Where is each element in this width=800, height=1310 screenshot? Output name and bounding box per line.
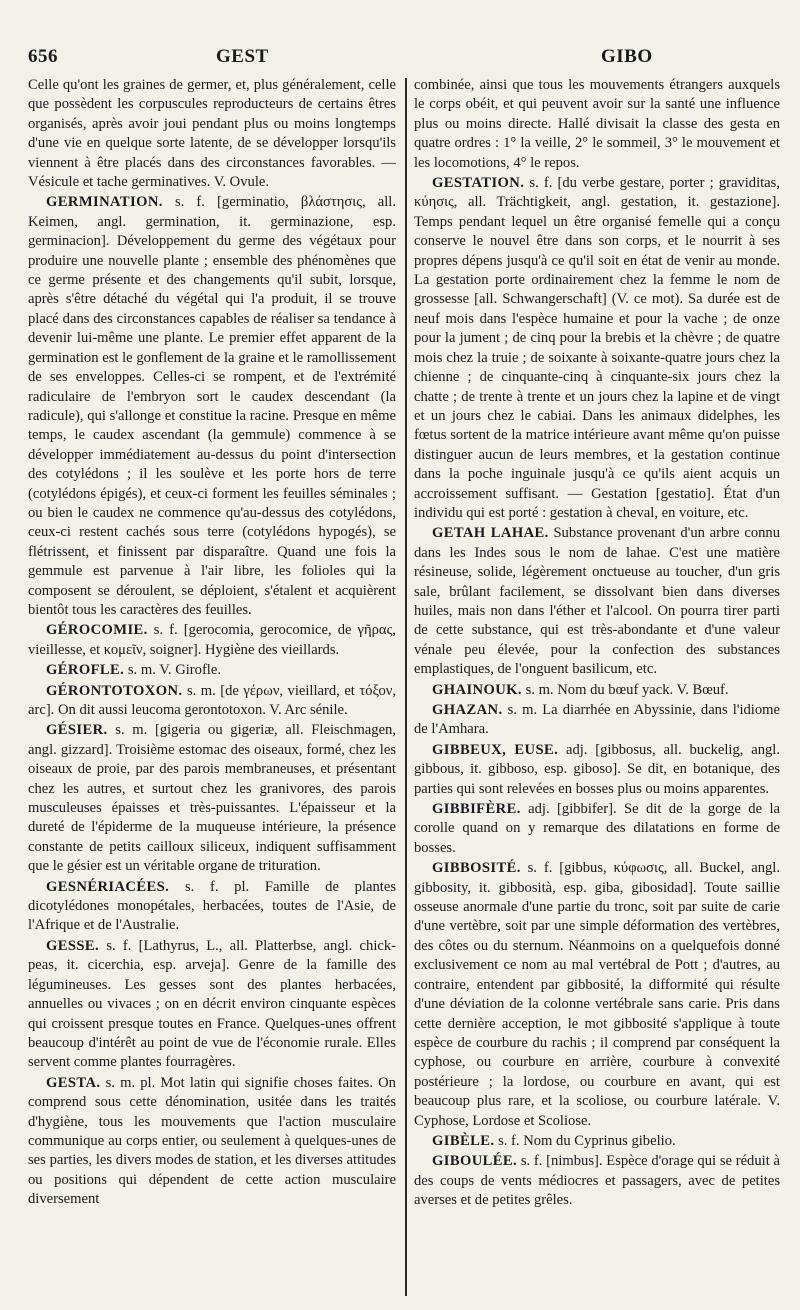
page-number: 656 bbox=[28, 46, 58, 67]
entry-text: s. m. [de γέρων, vieillard, et τόξον, arc]. On dit aussi leucoma gerontotoxon. V. Arc sénile. bbox=[28, 682, 396, 718]
entry-text: s. f. [germinatio, βλάστησις, all. Keimen, angl. germination, it. germinazione, esp. germinacion]. Développement du germe des végétaux pour produire une nouvelle plante ; ensemble des phénomènes que ce germe présente et des changements qu'il subit, lorsque, après s'être détaché du végétal qui l'a produit, il se trouve placé dans des circonstances capables de réaliser sa tendance à devenir lui-même une plante. Le premier effet apparent de la germination est le gonflement de la graine et le ramollissement de ses enveloppes. Celles-ci se rompent, et de l'extrémité radiculaire de l'embryon sort le caudex descendant (la radicule), qui s'allonge et constitue la racine. Presque en même temps, le caudex ascendant (la gemmule) commence à se développer immédiatement au-dessus du point d'intersection des cotylédons ; il les soulève et les porte hors de terre (cotylédons épigés), et ceux-ci forment les feuilles séminales ; ou bien le caudex ne commence qu'au-dessus des cotylédons, ceux-ci restent cachés sous terre (cotylédons hypogés), se flétrissent, et finissent par disparaître. Quand une fois la gemmule est parvenue à l'air libre, les folioles qui la composent se déroulent, se déploient, s'étalent et acquièrent bientôt tous les caractères des feuilles. bbox=[28, 194, 396, 618]
entry-text: s. m. La diarrhée en Abyssinie, dans l'idiome de l'Amhara. bbox=[414, 702, 780, 738]
entry-headword: GÉROCOMIE. bbox=[46, 622, 148, 639]
column-divider bbox=[405, 78, 407, 1296]
entry-gesneriacees bbox=[28, 878, 396, 936]
entry-text: s. f. [gibbus, κύφωσις, all. Buckel, angl. gibbosity, it. gibbosità, esp. giba, gibosidad]. Toute saillie osseuse anormale d'une partie du tronc, soit par suite de carie d'une vertèbre, soit par une simple déformation des vertèbres, des côtes ou du sternum. Néanmoins on a quelquefois donné exclusivement ce nom au mal vertébral de Pott ; d'autres, au contraire, entendent par gibbosité, la difformité qui résulte d'une déviation de la colonne vertébrale sans carie. Pris dans cette dernière acception, le mot gibbosité s'applique à toute espèce de courbure du rachis ; il comprend par conséquent la cyphose, ou courbure en arrière, courbure à convexité postérieure ; la lordose, ou courbure en avant, qui est beaucoup plus rare, et la scoliose, ou courbure latérale. V. Cyphose, Lordose et Scoliose. bbox=[414, 860, 780, 1129]
entry-gibbosite bbox=[414, 859, 780, 1131]
entry-text: Celle qu'ont les graines de germer, et, plus généralement, celle que possèdent les corpuscules reproducteurs de certains êtres organisés, après avoir joui pendant plus ou moins longtemps d'une vie en quelque sorte latente, de se développer lorsqu'ils viennent à être placés dans des circonstances favorables. — Vésicule et tache germinatives. V. Ovule. bbox=[28, 77, 396, 191]
entry-headword: GETAH LAHAE. bbox=[432, 525, 549, 542]
entry-continuation bbox=[414, 76, 780, 173]
entry-headword: GIBÈLE. bbox=[432, 1132, 495, 1149]
entry-text: s. f. Nom du Cyprinus gibelio. bbox=[498, 1132, 676, 1149]
right-running-head: GIBO bbox=[601, 46, 653, 67]
entry-text: s. f. [gerocomia, gerocomice, de γῆρας, vieillesse, et κομεῖν, soigner]. Hygiène des vieillards. bbox=[28, 622, 396, 658]
entry-text: s. f. [nimbus]. Espèce d'orage qui se réduit à des coups de vents médiocres et passagers, avec de petites averses et de petites grêles. bbox=[414, 1153, 780, 1209]
entry-headword: GÉRONTOTOXON. bbox=[46, 682, 183, 699]
entry-text: adj. [gibbosus, all. buckelig, angl. gibbous, it. gibboso, esp. giboso]. Se dit, en botanique, des parties qui sont relevées en bosses plus ou moins apparentes. bbox=[414, 741, 780, 797]
entry-headword: GIBBEUX, EUSE. bbox=[432, 741, 559, 758]
entry-gerontotoxon bbox=[28, 682, 396, 721]
entry-text: combinée, ainsi que tous les mouvements étrangers auxquels le corps obéit, et qui peuvent avoir sur la santé une influence plus ou moins directe. Hallé divisait la classe des gesta en quatre ordres : 1° la veille, 2° le sommeil, 3° le mouvement et les locomotions, 4° le repos. bbox=[414, 77, 780, 171]
entry-text: s. f. [du verbe gestare, porter ; graviditas, κύησις, all. Trächtigkeit, angl. gestation, it. gestazione]. Temps pendant lequel un être organisé femelle qui a conçu conserve le nouvel être dans son corps, et le nourrit à ses propres dépens jusqu'à ce qu'il soit en état de venir au monde. La gestation porte ordinairement chez la femme le nom de grossesse [all. Schwangerschaft] (V. ce mot). Sa durée est de neuf mois dans l'espèce humaine et pour la vache ; de onze pour la jument ; de cinq pour la brebis et la chèvre ; de quatre mois chez la truie ; de soixante à soixante-quatre jours chez la chienne ; de cinquante-cinq à cinquante-six jours chez la chatte ; de trente à trente et un jours chez la lapine et de vingt et un jours chez le cabiai. Dans les animaux didelphes, les fœtus sortent de la matrice intérieure avant même qu'on puisse distinguer aucun de leurs membres, et la gestation continue dans la poche inguinale jusqu'à ce qu'ils aient acquis un accroissement suffisant. — Gestation [gestatio]. État d'un individu qui est porté : gestation à cheval, en voiture, etc. bbox=[414, 175, 780, 521]
entry-headword: GIBBOSITÉ. bbox=[432, 860, 521, 877]
entry-ghainouk bbox=[414, 681, 780, 700]
entry-headword: GERMINATION. bbox=[46, 194, 163, 211]
entry-gibbifere bbox=[414, 800, 780, 858]
entry-gesse bbox=[28, 937, 396, 1073]
entry-headword: GESNÉRIACÉES. bbox=[46, 878, 170, 895]
entry-text: s. m. Nom du bœuf yack. V. Bœuf. bbox=[525, 681, 729, 698]
entry-headword: GIBOULÉE. bbox=[432, 1153, 518, 1170]
entry-gerofle bbox=[28, 661, 396, 680]
entry-headword: GÉSIER. bbox=[46, 722, 108, 739]
entry-headword: GESTATION. bbox=[432, 175, 525, 192]
entry-gestation bbox=[414, 174, 780, 523]
page-header bbox=[28, 46, 778, 76]
entry-headword: GHAZAN. bbox=[432, 702, 503, 718]
entry-text: s. f. [Lathyrus, L., all. Platterbse, angl. chick-peas, it. cicerchia, esp. arveja]. Genre de la famille des légumineuses. Les gesses sont des plantes herbacées, annuelles ou vivaces ; on en décrit environ cinquante espèces qui croissent presque toutes en France. Quelques-unes offrent beaucoup d'intérêt au point de vue de l'économie rurale. Elles servent comme plantes fourragères. bbox=[28, 937, 396, 1071]
entry-continuation bbox=[28, 76, 396, 192]
left-column bbox=[28, 76, 396, 1298]
entry-text: adj. [gibbifer]. Se dit de la gorge de la corolle quand on y remarque des dilatations en forme de bosses. bbox=[414, 801, 780, 856]
entry-headword: GESSE. bbox=[46, 937, 100, 954]
entry-text: Substance provenant d'un arbre connu dans les Indes sous le nom de lahae. C'est une matière résineuse, solide, légèrement onctueuse au toucher, d'un gris sale, brûlant facilement, se dissolvant bien dans diverses huiles, mais non dans l'éther et l'alcool. On pourra tirer parti de cette substance, qui est très-abondante et d'une valeur vénale peu élevée, pour la confection des substances emplastiques, de l'onguent basilicum, etc. bbox=[414, 525, 780, 678]
left-running-head: GEST bbox=[216, 46, 269, 67]
entry-headword: GHAINOUK. bbox=[432, 681, 522, 698]
entry-germination bbox=[28, 193, 396, 620]
entry-ghazan bbox=[414, 701, 780, 740]
entry-headword: GESTA. bbox=[46, 1074, 101, 1091]
entry-text: s. m. V. Girofle. bbox=[127, 662, 221, 679]
entry-gesier bbox=[28, 721, 396, 876]
entry-text: s. f. pl. Famille de plantes dicotylédones monopétales, herbacées, toutes de l'Asie, de l'Afrique et de l'Australie. bbox=[28, 878, 396, 934]
entry-text: s. m. pl. Mot latin qui signifie choses faites. On comprend sous cette dénomination, usitée dans les traités d'hygiène, tous les mouvements que l'action musculaire communique au corps entier, ou seulement à quelques-unes de ses parties, les divers modes de station, et les diverses attitudes ou positions qui dépendent de cette action musculaire diversement bbox=[28, 1074, 396, 1208]
right-column bbox=[414, 76, 780, 1298]
entry-headword: GIBBIFÈRE. bbox=[432, 801, 521, 818]
entry-gibele bbox=[414, 1132, 780, 1151]
entry-getah-lahae bbox=[414, 524, 780, 679]
entry-text: s. m. [gigeria ou gigeriæ, all. Fleischmagen, angl. gizzard]. Troisième estomac des oiseaux, formé, chez les oiseaux de proie, par des parois membraneuses, et présentant chez les autres, et surtout chez les granivores, des parois musculeuses épaisses et très-puissantes. L'épaisseur et la dureté de l'épiderme de la muqueuse intérieure, la présence constante de petits cailloux siliceux, indiquent suffisamment que le gésier est un véritable organe de trituration. bbox=[28, 722, 396, 875]
entry-giboulee bbox=[414, 1152, 780, 1210]
entry-headword: GÉROFLE. bbox=[46, 662, 125, 679]
entry-gerocomie bbox=[28, 621, 396, 660]
entry-gibbeux bbox=[414, 741, 780, 799]
entry-gesta bbox=[28, 1074, 396, 1210]
